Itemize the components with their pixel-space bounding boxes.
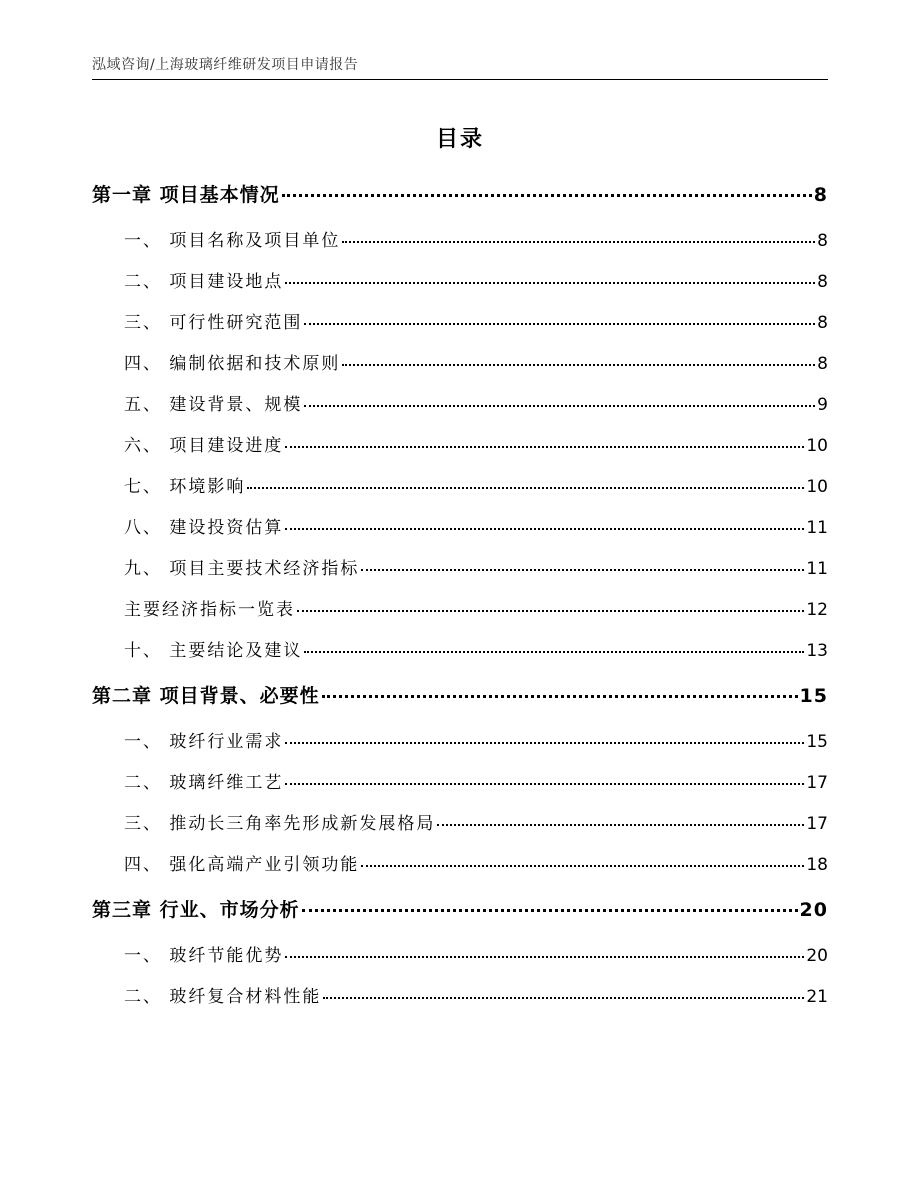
dot-leader <box>361 865 804 867</box>
toc-section-2-1[interactable] <box>92 727 828 768</box>
dot-leader <box>285 446 804 448</box>
toc-title: 目录 <box>435 127 484 152</box>
toc-section-2-3[interactable] <box>92 809 828 850</box>
section-page-number: 12 <box>806 600 828 620</box>
section-label: 一、 玻纤行业需求 <box>124 732 284 752</box>
section-label: 八、 建设投资估算 <box>124 518 284 538</box>
dot-leader <box>304 405 815 407</box>
section-label: 六、 项目建设进度 <box>124 436 284 456</box>
toc-section-1-8[interactable] <box>92 513 828 554</box>
section-label: 三、 可行性研究范围 <box>124 313 303 333</box>
chapter-page-number: 15 <box>799 685 828 707</box>
section-page-number: 8 <box>817 354 828 374</box>
dot-leader <box>285 783 804 785</box>
section-page-number: 10 <box>806 436 828 456</box>
section-label: 二、 项目建设地点 <box>124 272 284 292</box>
dot-leader <box>342 364 815 366</box>
toc-section-1-2[interactable] <box>92 267 828 308</box>
section-page-number: 13 <box>806 641 828 661</box>
section-page-number: 15 <box>806 732 828 752</box>
dot-leader <box>304 323 815 325</box>
section-label: 五、 建设背景、规模 <box>124 395 303 415</box>
dot-leader <box>342 241 815 243</box>
dot-leader <box>361 569 804 571</box>
chapter-label: 第三章 行业、市场分析 <box>92 899 300 921</box>
section-page-number: 10 <box>806 477 828 497</box>
chapter-label: 第二章 项目背景、必要性 <box>92 685 320 707</box>
section-page-number: 11 <box>806 518 828 538</box>
section-label: 七、 环境影响 <box>124 477 246 497</box>
toc-section-1-1[interactable] <box>92 226 828 267</box>
toc-section-1-table[interactable] <box>92 595 828 636</box>
section-page-number: 18 <box>806 855 828 875</box>
section-page-number: 11 <box>806 559 828 579</box>
section-page-number: 8 <box>817 231 828 251</box>
dot-leader <box>285 528 804 530</box>
section-page-number: 9 <box>817 395 828 415</box>
dot-leader <box>247 487 804 489</box>
toc-section-3-1[interactable] <box>92 941 828 982</box>
dot-leader <box>304 651 804 653</box>
toc-section-3-2[interactable] <box>92 982 828 1023</box>
table-of-contents <box>92 180 828 1023</box>
section-label: 二、 玻璃纤维工艺 <box>124 773 284 793</box>
section-label: 二、 玻纤复合材料性能 <box>124 987 322 1007</box>
section-label: 一、 项目名称及项目单位 <box>124 231 341 251</box>
section-page-number: 17 <box>806 773 828 793</box>
toc-chapter-2[interactable] <box>92 681 828 717</box>
header-text: 泓域咨询/上海玻璃纤维研发项目申请报告 <box>92 57 359 73</box>
toc-section-2-2[interactable] <box>92 768 828 809</box>
dot-leader <box>302 909 798 912</box>
chapter-page-number: 8 <box>813 184 828 206</box>
section-label: 九、 项目主要技术经济指标 <box>124 559 360 579</box>
section-page-number: 8 <box>817 313 828 333</box>
toc-section-2-4[interactable] <box>92 850 828 891</box>
toc-section-1-9[interactable] <box>92 554 828 595</box>
dot-leader <box>323 997 804 999</box>
dot-leader <box>322 695 798 698</box>
section-label: 三、 推动长三角率先形成新发展格局 <box>124 814 436 834</box>
toc-chapter-3[interactable] <box>92 895 828 931</box>
dot-leader <box>437 824 804 826</box>
section-page-number: 21 <box>806 987 828 1007</box>
page-header <box>92 54 828 80</box>
toc-section-1-10[interactable] <box>92 636 828 677</box>
section-page-number: 17 <box>806 814 828 834</box>
chapter-label: 第一章 项目基本情况 <box>92 184 280 206</box>
toc-section-1-5[interactable] <box>92 390 828 431</box>
section-label: 四、 编制依据和技术原则 <box>124 354 341 374</box>
dot-leader <box>285 956 804 958</box>
section-label: 四、 强化高端产业引领功能 <box>124 855 360 875</box>
toc-section-1-3[interactable] <box>92 308 828 349</box>
toc-section-1-6[interactable] <box>92 431 828 472</box>
toc-section-1-7[interactable] <box>92 472 828 513</box>
section-label: 主要经济指标一览表 <box>124 600 295 620</box>
dot-leader <box>297 610 804 612</box>
dot-leader <box>285 742 804 744</box>
toc-section-1-4[interactable] <box>92 349 828 390</box>
section-page-number: 20 <box>806 946 828 966</box>
chapter-page-number: 20 <box>799 899 828 921</box>
section-label: 十、 主要结论及建议 <box>124 641 303 661</box>
toc-chapter-1[interactable] <box>92 180 828 216</box>
section-label: 一、 玻纤节能优势 <box>124 946 284 966</box>
dot-leader <box>282 194 812 197</box>
section-page-number: 8 <box>817 272 828 292</box>
dot-leader <box>285 282 815 284</box>
